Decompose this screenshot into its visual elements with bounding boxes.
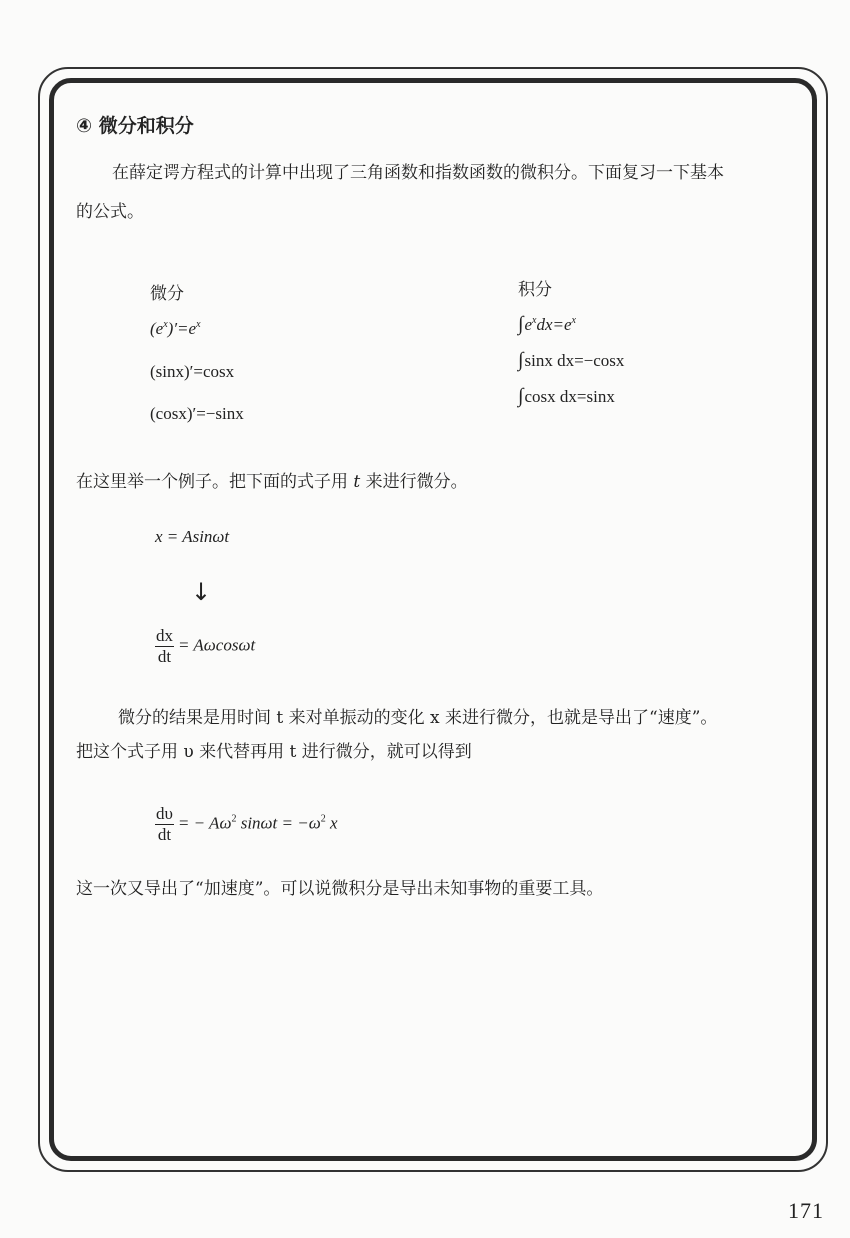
- acceleration-rhs-a: = − Aω: [177, 813, 232, 833]
- example-intro-b: 来进行微分。: [360, 472, 468, 492]
- intro-line-1: 在薛定谔方程式的计算中出现了三角函数和指数函数的微积分。下面复习一下基本: [112, 163, 724, 183]
- int-formula-exp: [518, 313, 576, 336]
- velocity-denominator: dt: [157, 647, 172, 666]
- example-intro-var: t: [353, 472, 361, 492]
- result-line-1: 微分的结果是用时间 t 来对单振动的变化 x 来进行微分，也就是导出了“速度”。: [118, 708, 718, 728]
- integral-sign-icon: ∫: [518, 385, 524, 407]
- diff-formula-exp-sup: x: [163, 319, 168, 330]
- intro-line-2: 的公式。: [76, 202, 144, 222]
- example-intro: [76, 470, 468, 494]
- example-intro-a: 在这里举一个例子。把下面的式子用: [76, 472, 354, 492]
- section-heading: ④ 微分和积分: [76, 115, 194, 137]
- acceleration-numerator: dυ: [156, 804, 173, 823]
- down-arrow-icon: ↓: [191, 578, 212, 606]
- velocity-numerator: dx: [156, 626, 173, 645]
- differentiation-title: 微分: [150, 284, 184, 304]
- int-formula-exp-rhs-sup: x: [571, 315, 576, 326]
- integral-sign-icon: ∫: [518, 313, 524, 335]
- int-formula-exp-sup: x: [532, 315, 537, 326]
- integral-sign-icon: ∫: [518, 349, 524, 371]
- int-formula-exp-body: e: [524, 315, 533, 334]
- diff-formula-exp: [150, 319, 201, 339]
- equation-velocity: [155, 626, 255, 667]
- int-formula-sin-body: sinx dx=−cosx: [524, 351, 625, 370]
- diff-formula-cos: (cosx)′=−sinx: [150, 404, 244, 423]
- diff-formula-exp-rhs-sup: x: [196, 319, 201, 330]
- conclusion-text: 这一次又导出了“加速度”。可以说微积分是导出未知事物的重要工具。: [76, 879, 604, 899]
- acceleration-rhs-b: sinωt = −ω: [236, 813, 321, 833]
- int-formula-cos: [518, 385, 615, 408]
- acceleration-square-2: 2: [320, 813, 326, 825]
- velocity-rhs: = Aωcosωt: [178, 635, 256, 655]
- acceleration-rhs-c: x: [325, 813, 338, 833]
- acceleration-denominator: dt: [157, 825, 172, 844]
- inner-page-frame: [49, 78, 817, 1161]
- page-number: 171: [788, 1198, 824, 1223]
- int-formula-sin: [518, 349, 624, 372]
- equation-acceleration: [155, 804, 338, 845]
- int-formula-exp-mid: dx=e: [536, 315, 572, 334]
- result-line-2: 把这个式子用 υ 来代替再用 t 进行微分，就可以得到: [76, 742, 472, 762]
- equation-displacement: x = Asinωt: [155, 527, 230, 546]
- diff-formula-exp-lhs: (e: [150, 319, 164, 338]
- integration-title: 积分: [518, 280, 552, 300]
- acceleration-square-1: 2: [231, 813, 237, 825]
- int-formula-cos-body: cosx dx=sinx: [524, 387, 615, 406]
- diff-formula-exp-rhs: )′=e: [167, 319, 197, 338]
- diff-formula-sin: (sinx)′=cosx: [150, 362, 235, 381]
- acceleration-fraction: [155, 804, 174, 845]
- velocity-fraction: [155, 626, 174, 667]
